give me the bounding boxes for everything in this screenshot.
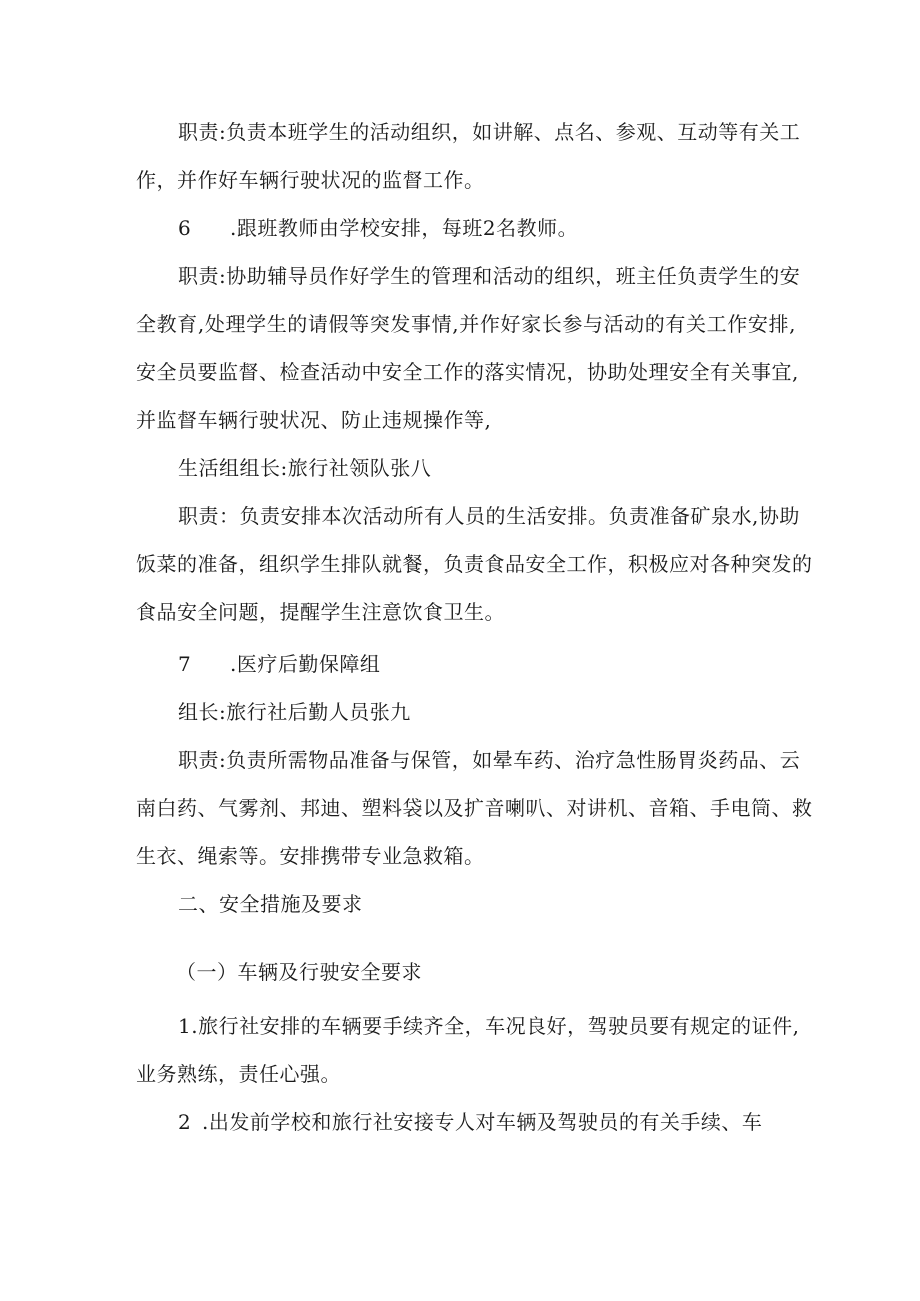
subsection-heading: （一）车辆及行驶安全要求 (176, 960, 422, 984)
paragraph-line: 全教育,处理学生的请假等突发事情,并作好家长参与活动的有关工作安排, (136, 312, 796, 336)
paragraph-line: 作，并作好车辆行驶状况的监督工作。 (136, 168, 485, 192)
numbered-item (178, 650, 380, 678)
paragraph-line: 安全员要监督、检查活动中安全工作的落实情况，协助处理安全有关事宜, (136, 360, 799, 384)
paragraph-line: 生活组组长:旅行社领队张八 (178, 456, 432, 480)
numbered-item (178, 1108, 762, 1136)
paragraph-line: 职责:负责所需物品准备与保管，如晕车药、治疗急性肠胃炎药品、云 (178, 748, 801, 772)
numbered-item (178, 214, 578, 242)
paragraph-line: 饭菜的准备，组织学生排队就餐，负责食品安全工作，积极应对各种突发的 (136, 552, 813, 576)
paragraph-line: 1.旅行社安排的车辆要手续齐全，车况良好，驾驶员要有规定的证件, (178, 1014, 800, 1038)
paragraph-line: 业务熟练，责任心强。 (136, 1062, 341, 1086)
paragraph-line: 职责:协助辅导员作好学生的管理和活动的组织，班主任负责学生的安 (178, 264, 801, 288)
item-text: .跟班教师由学校安排，每班2名教师。 (230, 216, 579, 240)
item-number: 6 (178, 216, 192, 240)
section-heading: 二、安全措施及要求 (178, 892, 363, 916)
paragraph-line: 南白药、气雾剂、邦迪、塑料袋以及扩音喇叭、对讲机、音箱、手电筒、救 (136, 796, 813, 820)
paragraph-line: 职责：负责安排本次活动所有人员的生活安排。负责准备矿泉水,协助 (178, 504, 800, 528)
item-number: 7 (178, 652, 192, 676)
paragraph-line: 食品安全问题，提醒学生注意饮食卫生。 (136, 600, 505, 624)
paragraph-line: 组长:旅行社后勤人员张九 (178, 700, 411, 724)
paragraph-line: 生衣、绳索等。安排携带专业急救箱。 (136, 844, 485, 868)
item-number: 2 (178, 1110, 192, 1134)
item-text: .医疗后勤保障组 (230, 652, 381, 676)
paragraph-line: 并监督车辆行驶状况、防止违规操作等, (136, 408, 492, 432)
item-text: .出发前学校和旅行社安接专人对车辆及驾驶员的有关手续、车 (202, 1110, 763, 1134)
paragraph-line: 职责:负责本班学生的活动组织，如讲解、点名、参观、互动等有关工 (178, 120, 801, 144)
